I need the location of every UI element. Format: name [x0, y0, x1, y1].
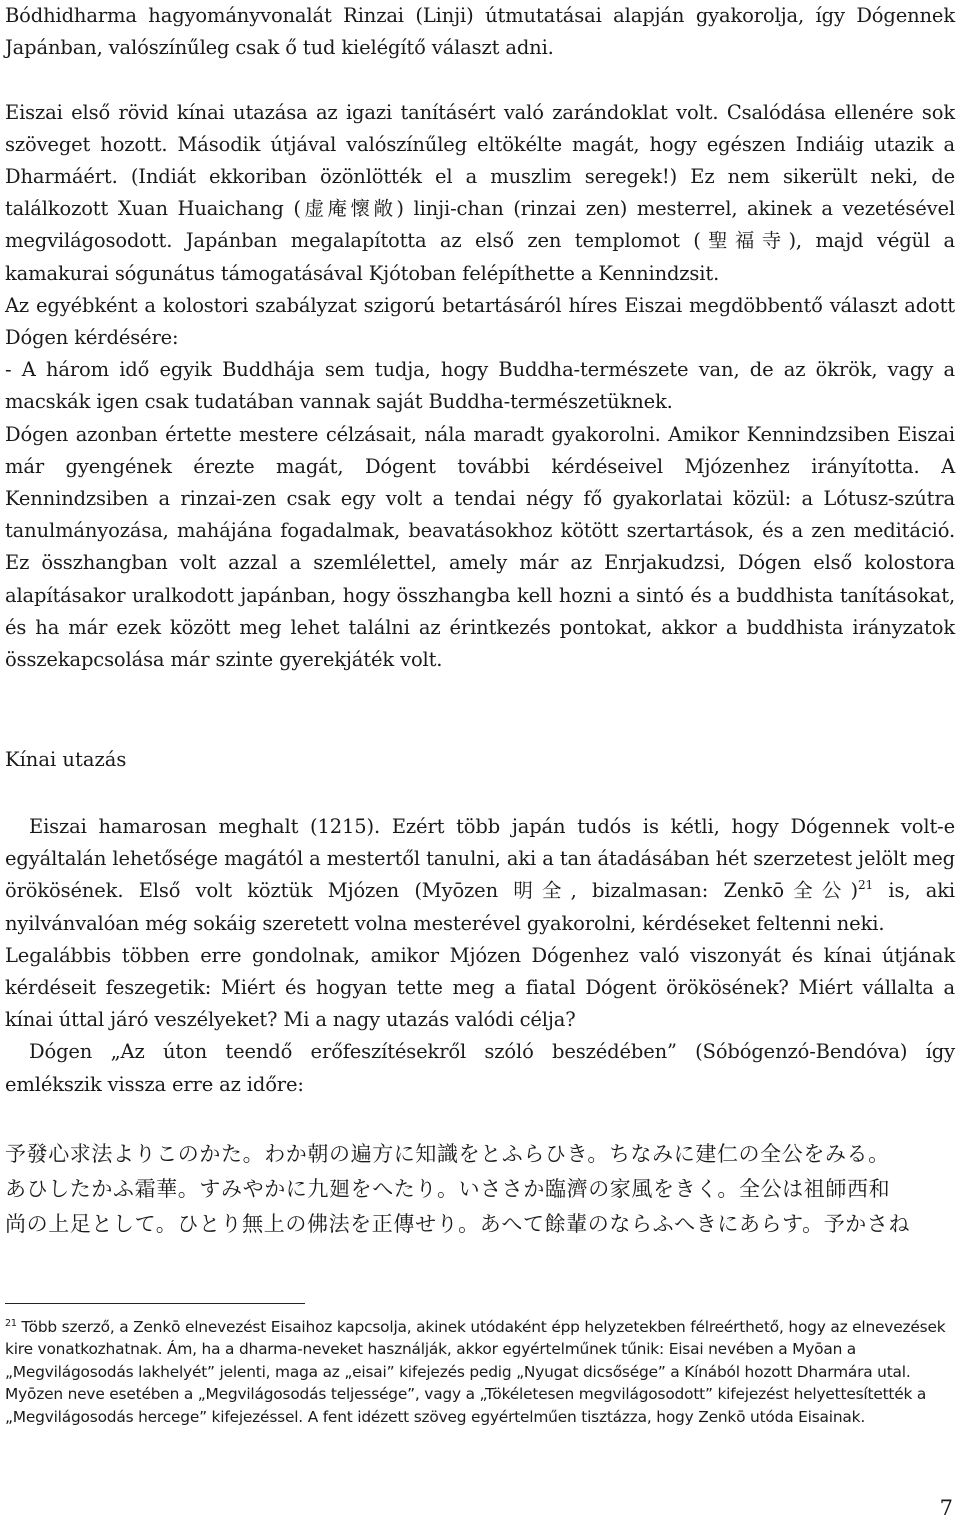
paragraph-eiszai-journey: Eiszai első rövid kínai utazása az igazi tanításért való zarándoklat volt. Csalódása ellenére sok szöveget hozott. Második útjával valószínűleg eltökélte magát, hogy egészen Indiáig utazik a Dharmáért. (Indiát ekkoriban özönlötték el a muszlim seregek!) Ez nem sikerült neki, de találkozott Xuan Huaichang (虚庵懷敞) linji-chan (rinzai zen) mesterrel, akinek a vezetésével megvilágosodott. Japánban megalapította az első zen templomot (聖福寺), majd végül a kamakurai sógunátus támogatásával Kjótoban felépíthette a Kennindzsit.: [5, 100, 955, 285]
paragraph-myozen-questions: Legalábbis többen erre gondolnak, amikor Mjózen Dógenhez való viszonyát és kínai útjának kérdéseit feszegetik: Miért és hogyan tette meg a fiatal Dógent örökösének? Miért vállalta a kínai úttal járó veszélyeket? Mi a nagy utazás valódi célja?: [5, 943, 955, 1032]
japanese-quote: 予發心求法よりこのかた。わか朝の遍方に知識をとふらひき。ちなみに建仁の全公をみる。 あひしたかふ霜華。すみやかに九廻をへたり。いささか臨濟の家風をきく。全公は祖師西和 尚の上足として。ひとり無上の佛法を正傳せり。あへて餘輩のならふへきにあらす。予かさね: [5, 1142, 911, 1236]
blank-line: [5, 64, 955, 96]
paragraph-eiszai-answer-intro: Az egyébként a kolostori szabályzat szigorú betartásáról híres Eiszai megdöbbentő választ adott Dógen kérdésére:: [5, 293, 955, 350]
paragraph-text-end: is, aki nyilvánvalóan még sokáig szeretett volna mesterével gyakorolni, kérdéseket feltenni neki.: [5, 879, 955, 935]
page-number: 7: [939, 1496, 953, 1520]
paragraph-dogen-kennindzsi: Dógen azonban értette mestere célzásait, nála maradt gyakorolni. Amikor Kennindzsiben Eiszai már gyengének érezte magát, Dógent további kérdéseivel Mjózenhez irányította. A Kennindzsiben a rinzai-zen csak egy volt a tendai négy fő gyakorlatai közül: a Lótusz-szútra tanulmányozása, mahájána fogadalmak, beavatásokhoz kötött szertartások, és a zen meditáció. Ez összhangban volt azzal a szemlélettel, amely már az Enrjakudzsi, Dógen első kolostora alapításakor uralkodott japánban, hogy összhangba kell hozni a sintó és a buddhista tanításokat, és ha már ezek között meg lehet találni az érintkezés pontokat, akkor a buddhista irányzatok összekapcsolása már szinte gyerekjáték volt.: [5, 422, 955, 672]
paragraph-eiszai-death: [5, 811, 955, 940]
footnote-number: 21: [5, 1317, 17, 1329]
footnote-separator: [5, 1303, 305, 1304]
paragraph-bodhidharma: Bódhidharma hagyományvonalát Rinzai (Linji) útmutatásai alapján gyakorolja, így Dógennek Japánban, valószínűleg csak ő tud kielégítő választ adni.: [5, 4, 955, 60]
paragraph-text-start: Eiszai hamarosan meghalt (1215). Ezért több japán tudós is kétli, hogy Dógennek volt-e egyáltalán lehetősége magától a mestertől tanulni, aki a tan átadásában hét szerzetest jelölt meg örökösének. Első volt köztük Mjózen (Myōzen 明全, bizalmasan: Zenkō全公): [5, 815, 955, 903]
top-text-block: [5, 0, 955, 676]
footnote: [5, 1316, 955, 1428]
footnote-text: Több szerző, a Zenkō elnevezést Eisaihoz kapcsolja, akinek utódaként épp helyzetekben félreérthető, hogy az elnevezések kire vonatkozhatnak. Ám, ha a dharma-neveket használják, akkor egyértelműnek tűnik: Eisai nevében a Myōan a „Megvilágosodás lakhelyét” jelenti, maga az „eisai” kifejezés pedig „Nyugat dicsősége” a Kínából hozott Dharmára utal. Myōzen neve esetében a „Megvilágosodás teljessége”, vagy a „Tökéletesen megvilágosodott” kifejezést helyettesítették a „Megvilágosodás hercege” kifejezéssel. A fent idézett szöveg egyértelműen tisztázza, hogy Zenkō utóda Eisainak.: [5, 1318, 946, 1426]
section-heading: Kínai utazás: [5, 748, 127, 771]
kinai-section-text: [5, 811, 955, 1101]
footnote-reference[interactable]: 21: [857, 878, 874, 893]
paragraph-eiszai-quote: - A három idő egyik Buddhája sem tudja, hogy Buddha-természete van, de az ökrök, vagy a macskák igen csak tudatában vannak saját Buddha-természetüknek.: [5, 358, 955, 414]
paragraph-bendowa-intro: Dógen „Az úton teendő erőfeszítésekről szóló beszédében” (Sóbógenzó-Bendóva) így emlékszik vissza erre az időre:: [5, 1040, 955, 1096]
